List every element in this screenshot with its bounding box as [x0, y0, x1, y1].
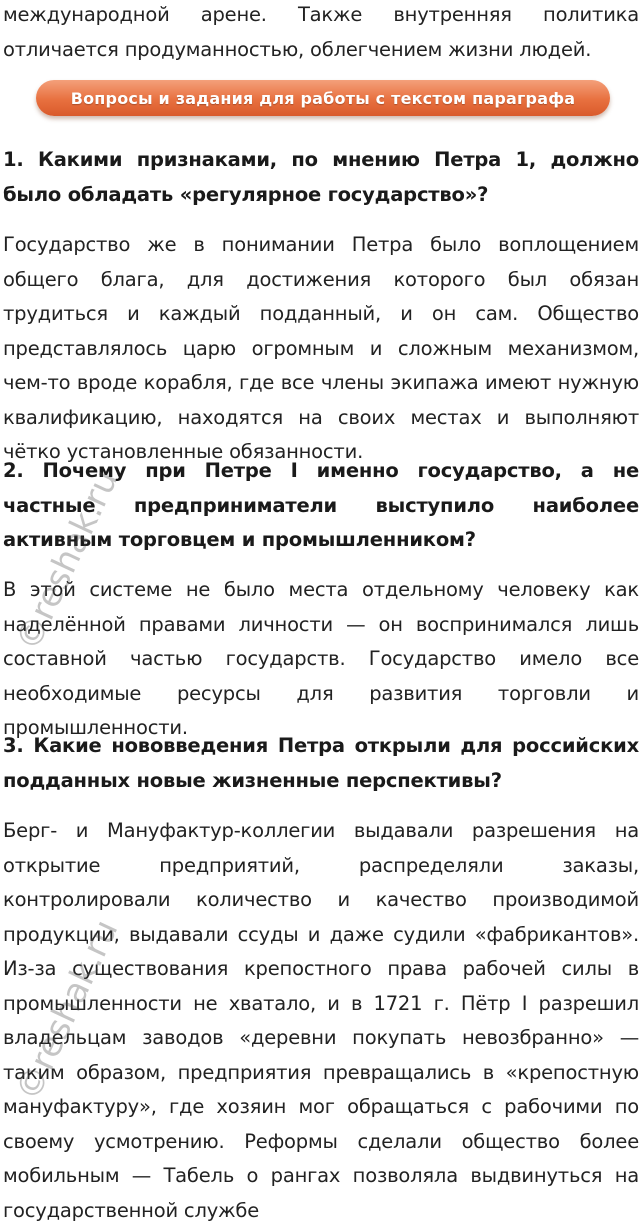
watermark: ©reshak.ru: [8, 913, 127, 1107]
intro-paragraph: международной арене. Также внутренняя политика отличается продуманностью, облегчением жизни людей.: [3, 3, 639, 61]
answer-3: Берг- и Мануфактур-коллегии выдавали разрешения на открытие предприятий, распределяли заказы, контролировали количество и качество производимой продукции, выдавали ссуды и даже судили «фабрикантов». Из-за существования крепостного права рабочей силы в промышленности не хватало, и в 1721 г. Пётр I разрешил владельцам заводов «деревни покупать невозбранно» — таким образом, предприятия превращались в «крепостную мануфактуру», где хозяин мог обращаться с рабочими по своему усмотрению. Реформы сделали общество более мобильным — Табель о рангах позволяла выдвинуться на государственной службе: [3, 819, 639, 1222]
answer-2: В этой системе не было места отдельному человеку как наделённой правами личности — он воспринимался лишь составной частью государств. Государство имело все необходимые ресурсы для развития торговли и промышленности.: [3, 578, 639, 739]
section-banner-label: Вопросы и задания для работы с текстом параграфа: [70, 88, 576, 108]
question-3: 3. Какие нововведения Петра открыли для российских подданных новые жизненные перспективы?: [3, 734, 639, 792]
watermark: ©reshak.ru: [8, 463, 127, 657]
answer-1: Государство же в понимании Петра было воплощением общего блага, для достижения которого был обязан трудиться и каждый подданный, и он сам. Общество представлялось царю огромным и сложным механизмом, чем-то вроде корабля, где все члены экипажа имеют нужную квалификацию, находятся на своих местах и выполняют чётко установленные обязанности.: [3, 233, 639, 463]
question-1: 1. Какими признаками, по мнению Петра 1, должно было обладать «регулярное государство»?: [3, 148, 639, 206]
section-banner: [36, 80, 610, 116]
question-2: 2. Почему при Петре I именно государство, а не частные предприниматели выступило наиболее активным торговцем и промышленником?: [3, 459, 639, 551]
